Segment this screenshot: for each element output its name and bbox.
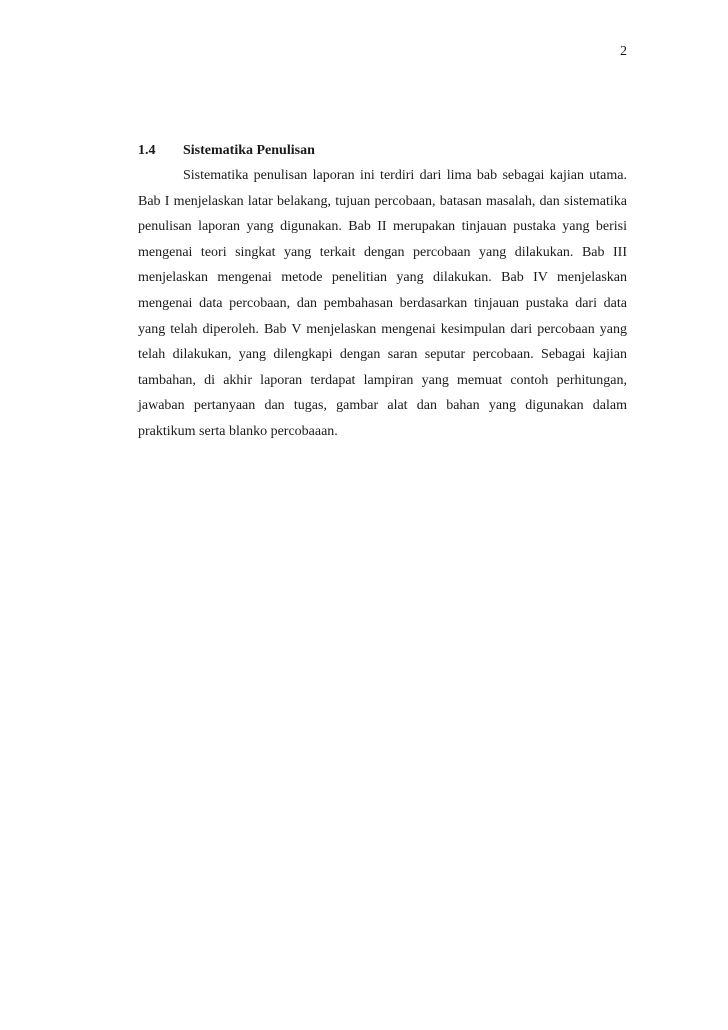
section-title: Sistematika Penulisan <box>183 143 315 158</box>
section-sistematika-penulisan <box>138 138 627 445</box>
section-number: 1.4 <box>138 143 156 158</box>
section-heading <box>138 138 627 163</box>
page-number: 2 <box>620 44 627 59</box>
section-paragraph: Sistematika penulisan laporan ini terdiri dari lima bab sebagai kajian utama. Bab I menjelaskan latar belakang, tujuan percobaan, batasan masalah, dan sistematika penulisan laporan yang digunakan. Bab II merupakan tinjauan pustaka yang berisi mengenai teori singkat yang terkait dengan percobaan yang dilakukan. Bab III menjelaskan mengenai metode penelitian yang dilakukan. Bab IV menjelaskan mengenai data percobaan, dan pembahasan berdasarkan tinjauan pustaka dari data yang telah diperoleh. Bab V menjelaskan mengenai kesimpulan dari percobaan yang telah dilakukan, yang dilengkapi dengan saran seputar percobaan. Sebagai kajian tambahan, di akhir laporan terdapat lampiran yang memuat contoh perhitungan, jawaban pertanyaan dan tugas, gambar alat dan bahan yang digunakan dalam praktikum serta blanko percobaaan. <box>138 168 627 439</box>
